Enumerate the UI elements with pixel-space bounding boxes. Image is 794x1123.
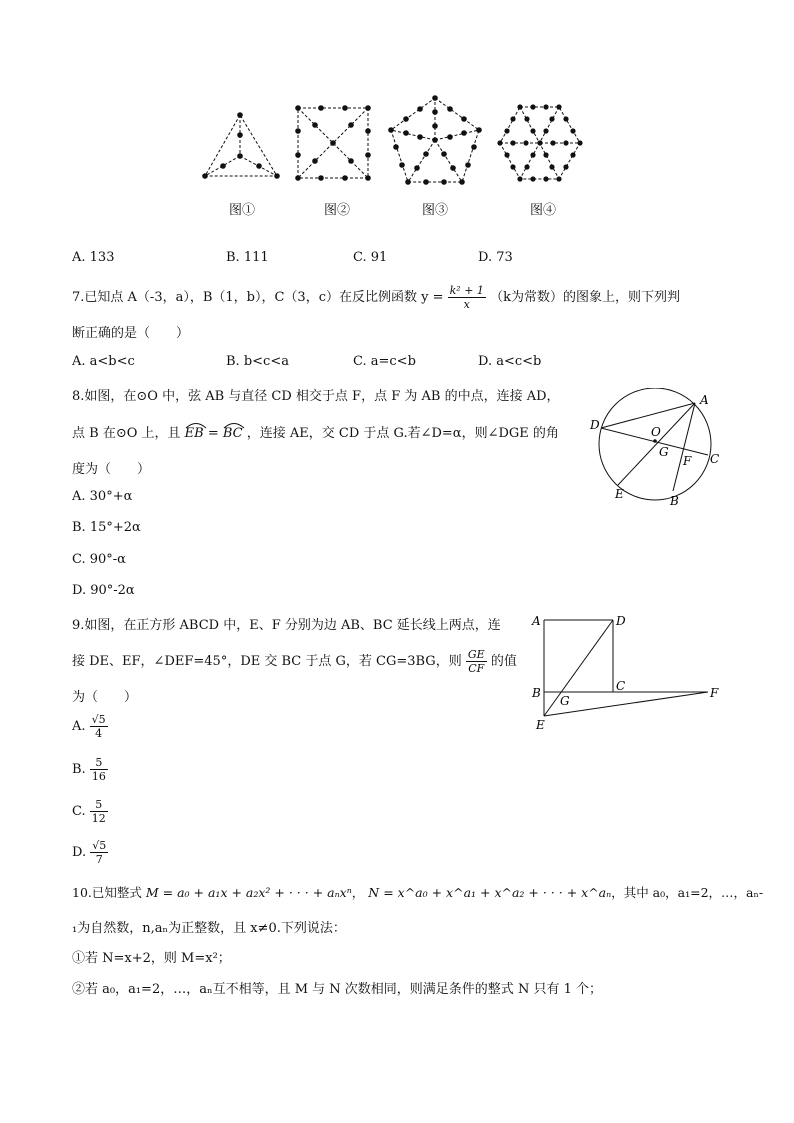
q7-text-suffix: （k为常数）的图象上，则下列判 (490, 290, 680, 305)
q9-option-b-frac (90, 756, 108, 783)
q6-option-a: A. 133 (72, 250, 115, 265)
q7-frac-num: k² + 1 (449, 284, 484, 297)
q10-line-2: ₁为自然数，n,aₙ为正整数，且 x≠0.下列说法： (72, 921, 346, 936)
caption-figure-3: 图③ (422, 203, 449, 218)
q6-option-d: D. 73 (478, 250, 513, 265)
caption-figure-4: 图④ (530, 203, 557, 218)
q9-option-a-num: √5 (91, 713, 106, 726)
q9-option-c (72, 798, 108, 825)
q9-frac-num: GE (467, 648, 485, 661)
arc-mark-icon (185, 421, 207, 429)
q10-line-3: ①若 N=x+2，则 M=x²； (72, 951, 231, 966)
q9-line-1: 9.如图，在正方形 ABCD 中，E、F 分别为边 AB、BC 延长线上两点，连 (72, 618, 501, 633)
q9-option-b-num: 5 (90, 756, 108, 770)
q9-option-a-frac (90, 713, 108, 740)
q9-label-d: D (616, 614, 626, 628)
q8-line-1: 8.如图，在⊙O 中，弦 AB 与直径 CD 相交于点 F，点 F 为 AB 的中点，连接 AD， (72, 389, 560, 404)
caption-figure-1: 图① (229, 203, 256, 218)
q9-line-2 (72, 648, 517, 675)
q10-sep: ， (351, 885, 365, 900)
figure-1-triangle (205, 115, 277, 176)
q9-option-c-letter: C. (72, 804, 86, 819)
q8-arc-bc-text: BC (222, 426, 243, 441)
q8-arc-bc (223, 426, 243, 441)
q8-label-e: E (615, 487, 624, 501)
q9-label-a: A (532, 614, 541, 628)
q9-option-a (72, 713, 108, 740)
q8-label-g: G (659, 445, 669, 459)
q7-text-prefix: 7.已知点 A（-3，a），B（1，b），C（3，c）在反比例函数 y = (72, 290, 444, 305)
q8-label-c: C (710, 452, 720, 466)
q9-option-c-den: 12 (91, 812, 106, 825)
q7-fraction (448, 284, 486, 311)
q9-option-b-den: 16 (91, 770, 106, 783)
q7-frac-den: x (463, 298, 470, 311)
q10-expr-n: N = x^a₀ + x^a₁ + x^a₂ + · · · + x^aₙ (368, 885, 612, 900)
q9-label-g: G (560, 694, 570, 708)
q8-option-d: D. 90°-2α (72, 583, 135, 598)
q8-option-c: C. 90°-α (72, 552, 126, 567)
q8-text-b: ，连接 AE，交 CD 于点 G.若∠D=α，则∠DGE 的角 (246, 426, 559, 441)
q8-arc-eb-text: EB (184, 426, 204, 441)
q8-label-a: A (700, 393, 709, 407)
q9-option-b (72, 756, 108, 783)
q10-text-a: 10.已知整式 (72, 885, 142, 900)
q9-label-c: C (616, 679, 626, 693)
q9-option-d (72, 839, 108, 866)
q10-line-4: ②若 a₀，a₁=2，…，aₙ互不相等，且 M 与 N 次数相同，则满足条件的整式 N 只有 1 个； (72, 982, 602, 997)
pattern-figures (190, 90, 610, 195)
q10-text-b: ，其中 a₀，a₁=2，…，aₙ- (611, 885, 764, 900)
q9-fraction (466, 648, 487, 675)
q9-label-f: F (710, 686, 719, 700)
arc-mark-icon (223, 421, 245, 429)
q9-option-a-letter: A. (72, 719, 86, 734)
q9-option-d-den: 7 (95, 853, 103, 866)
q9-text-b: 的值 (490, 654, 517, 669)
q10-line-1 (72, 883, 763, 901)
q7-option-c: C. a=c<b (353, 354, 416, 369)
q8-line-3: 度为（ ） (72, 462, 151, 477)
q9-option-a-den: 4 (95, 727, 103, 740)
q8-label-d: D (590, 418, 600, 432)
q8-text-a: 点 B 在⊙O 上，且 (72, 426, 181, 441)
q9-frac-den: CF (468, 662, 485, 675)
q8-arc-eb (185, 426, 204, 441)
q7-line-1 (72, 284, 680, 311)
q9-option-d-num: √5 (92, 839, 107, 852)
q9-label-b: B (532, 686, 541, 700)
q9-option-b-letter: B. (72, 762, 86, 777)
caption-figure-2: 图② (324, 203, 351, 218)
q8-line-2 (72, 422, 559, 441)
q8-label-f: F (683, 454, 692, 468)
q7-option-b: B. b<c<a (226, 354, 289, 369)
q9-text-a: 接 DE、EF，∠DEF=45°，DE 交 BC 于点 G，若 CG=3BG，则 (72, 654, 462, 669)
q9-label-e: E (536, 718, 545, 732)
q6-option-b: B. 111 (226, 250, 269, 265)
q8-option-a: A. 30°+α (72, 489, 133, 504)
q9-option-c-num: 5 (90, 798, 108, 812)
q8-circle-figure (585, 388, 735, 513)
q9-line-3: 为（ ） (72, 690, 138, 705)
q9-option-d-frac (90, 839, 108, 866)
q7-option-d: D. a<c<b (478, 354, 542, 369)
q8-option-b: B. 15°+2α (72, 520, 141, 535)
q8-label-o: O (651, 425, 661, 439)
q7-line-2: 断正确的是（ ） (72, 326, 190, 341)
q8-label-b: B (670, 494, 679, 508)
q6-option-c: C. 91 (353, 250, 388, 265)
q9-square-figure (528, 610, 728, 735)
q9-option-d-letter: D. (72, 845, 87, 860)
q10-expr-m: M = a₀ + a₁x + a₂x² + · · · + aₙxⁿ (145, 885, 352, 900)
q9-option-c-frac (90, 798, 108, 825)
q7-option-a: A. a<b<c (72, 354, 135, 369)
q8-eq: = (203, 426, 223, 441)
